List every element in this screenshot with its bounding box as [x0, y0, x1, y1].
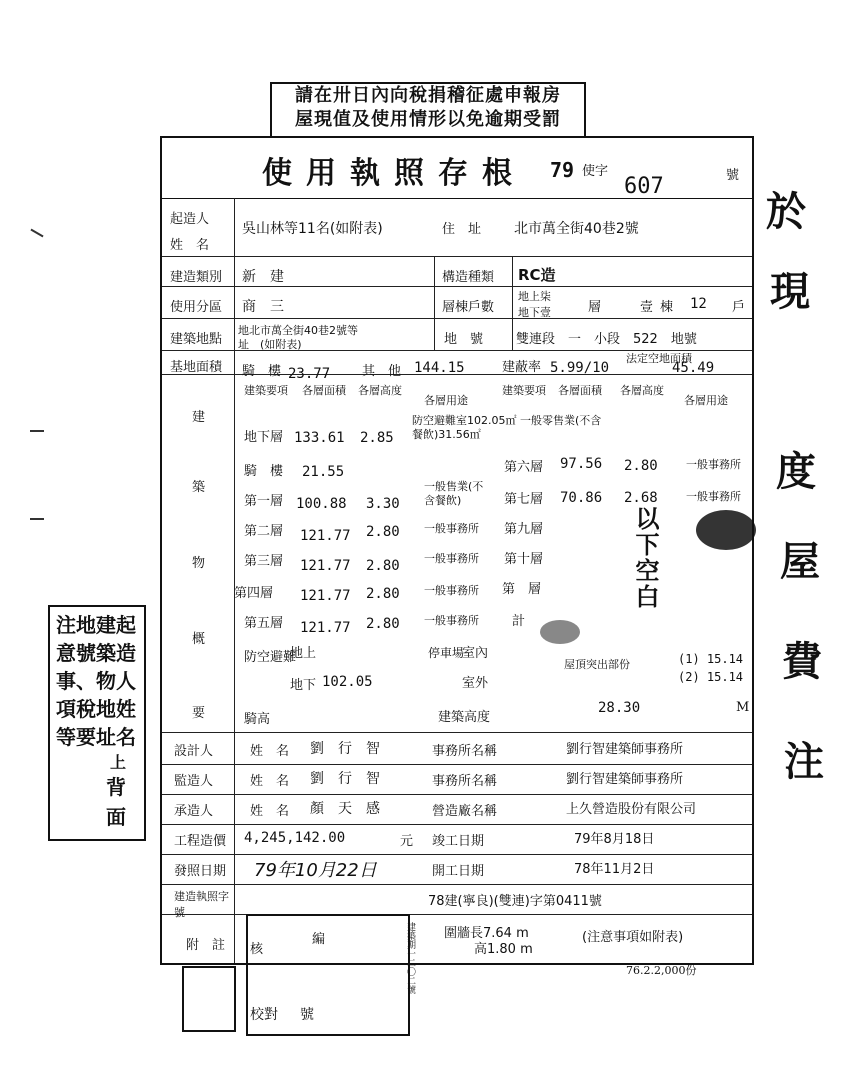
- margin-char: 費: [782, 639, 822, 685]
- checker-label: 核: [250, 942, 264, 957]
- floor-area: 133.61: [294, 430, 345, 446]
- start-date: 78年11月2日: [574, 862, 655, 877]
- use-zone: 商 三: [242, 299, 284, 315]
- applicant-address: 北市萬全街40巷2號: [514, 221, 639, 237]
- checked-label: 校對: [250, 1007, 278, 1023]
- shelter-label: 防空避難: [244, 650, 297, 665]
- designer-role: 設計人: [174, 744, 214, 759]
- floor-height: 2.80: [366, 524, 400, 540]
- margin-char: 屋: [780, 539, 820, 585]
- side-note-line: 等要址名: [56, 725, 136, 749]
- floor-area: 121.77: [300, 588, 351, 604]
- col-use: 各層用途: [424, 394, 468, 407]
- floor-use: 防空避難室102.05㎡ 一般零售業(不含餐飲)31.56㎡: [412, 414, 602, 441]
- ink-blot: [540, 620, 580, 644]
- rule: [234, 198, 235, 963]
- floor-area: 100.88: [296, 496, 347, 512]
- applicant-label-2: 姓 名: [170, 238, 210, 253]
- floor-name: 第三層: [244, 554, 284, 569]
- floor-name: 第四層: [234, 586, 274, 601]
- seal-stamp: [182, 966, 236, 1032]
- rule: [162, 286, 752, 287]
- building-height: 28.30: [598, 700, 641, 716]
- floor-use: 一般售業(不含餐飲): [424, 480, 484, 507]
- floor-name: 第五層: [244, 616, 284, 631]
- margin-char: 度: [776, 449, 816, 495]
- coverage-ratio: 5.99/10: [550, 360, 610, 376]
- cost-value: 4,245,142.00: [244, 830, 346, 846]
- designer-name: 劉 行 智: [310, 741, 380, 757]
- stamp-text: 建築期一二〇二號: [405, 922, 415, 994]
- cost-unit: 元: [400, 834, 414, 849]
- completion-label: 竣工日期: [432, 834, 485, 849]
- parking-indoor: 室內: [462, 646, 489, 661]
- site-address: 地北市萬全街40巷2號等: [238, 324, 358, 337]
- contractor-name-label: 姓 名: [250, 804, 290, 819]
- scan-mark: [30, 518, 44, 520]
- parking-label: 停車場: [428, 646, 465, 660]
- floor-height-right: 2.80: [624, 458, 658, 474]
- issue-date: 79年10月22日: [254, 860, 377, 881]
- arcade-area: 23.77: [288, 366, 331, 382]
- floor-name-right: 計: [512, 614, 526, 629]
- col-height: 各層高度: [358, 384, 402, 397]
- col-use-right: 各層用途: [684, 394, 728, 407]
- floor-name: 第二層: [244, 524, 284, 539]
- permit-year: 79: [550, 158, 575, 182]
- arcade-area-label: 騎 樓: [242, 364, 282, 379]
- col-item: 建築要項: [244, 384, 288, 397]
- permit-prefix: 使字: [582, 164, 609, 179]
- side-note-line: 意號築造: [56, 641, 136, 665]
- side-note-line: 注地建起: [56, 613, 136, 637]
- supervisor-office-label: 事務所名稱: [432, 774, 498, 789]
- floor-use-right: 一般事務所: [686, 458, 741, 471]
- ink-blot: [696, 510, 756, 550]
- other-area: 144.15: [414, 360, 465, 376]
- rule: [162, 732, 752, 733]
- building-count: 壹: [640, 300, 654, 315]
- title-row: [162, 138, 752, 199]
- area-label: 基地面積: [170, 360, 223, 375]
- floor-area-right: 97.56: [560, 456, 603, 472]
- floor-height: 3.30: [366, 496, 400, 512]
- shelter-below-area: 102.05: [322, 674, 373, 690]
- floors-count-label: 層棟戶數: [442, 300, 495, 315]
- form-title: 使用執照存根: [262, 156, 526, 191]
- col-area-right: 各層面積: [558, 384, 602, 397]
- wall-height: 高1.80 m: [474, 942, 533, 957]
- floor-area: 121.77: [300, 528, 351, 544]
- rule: [162, 794, 752, 795]
- floor-unit: 層: [588, 300, 602, 315]
- household-unit: 戶: [732, 300, 746, 315]
- applicant-label: 起造人: [170, 212, 210, 227]
- blank-below-mark: 以下空白: [631, 506, 659, 610]
- floor-height-right: 2.68: [624, 490, 658, 506]
- site-label: 建築地點: [170, 332, 223, 347]
- floor-name-right: 第九層: [504, 522, 544, 537]
- applicant-name: 吳山林等11名(如附表): [242, 221, 383, 237]
- margin-char: 注: [784, 739, 824, 785]
- col-area: 各層面積: [302, 384, 346, 397]
- margin-char: 現: [770, 269, 810, 315]
- scan-mark: [30, 430, 44, 432]
- col-item-right: 建築要項: [502, 384, 546, 397]
- notes-remark: (注意事項如附表): [582, 930, 684, 945]
- floor-name-right: 第六層: [504, 460, 544, 475]
- roof-2: (2) 15.14: [678, 670, 744, 684]
- shelter-above-label: 地上: [290, 646, 317, 661]
- number-label: 號: [300, 1007, 314, 1023]
- floor-area: 121.77: [300, 620, 351, 636]
- side-note-line: 事、物人: [56, 669, 136, 693]
- roof-1: (1) 15.14: [678, 652, 744, 666]
- wall-length: 圍牆長7.64 m: [444, 926, 529, 941]
- section-label: 概: [192, 632, 206, 647]
- floor-height: 2.80: [366, 616, 400, 632]
- section-label: 建: [192, 410, 206, 425]
- use-zone-label: 使用分區: [170, 300, 223, 315]
- coverage-label: 建蔽率: [502, 360, 542, 375]
- legal-open-label: 法定空地面積: [626, 352, 692, 365]
- legal-open-area: 45.49: [672, 360, 715, 376]
- start-label: 開工日期: [432, 864, 485, 879]
- supervisor-name: 劉 行 智: [310, 771, 380, 787]
- rule: [162, 854, 752, 855]
- notes-label: 附 註: [186, 938, 226, 953]
- roof-label: 屋頂突出部份: [564, 658, 630, 671]
- lot-label: 地 號: [444, 332, 484, 347]
- floor-area: 21.55: [302, 464, 345, 480]
- contractor-name: 顏 天 感: [310, 801, 380, 817]
- margin-char: 於: [766, 189, 806, 235]
- floor-use: 一般事務所: [424, 614, 479, 627]
- floor-use: 一般事務所: [424, 584, 479, 597]
- form-footer: 76.2.2,000份: [626, 964, 697, 977]
- tax-notice-box: [270, 82, 586, 138]
- side-note-line: 背: [106, 775, 126, 799]
- floor-use: 一般事務所: [424, 552, 479, 565]
- rule: [434, 256, 435, 350]
- supervisor-name-label: 姓 名: [250, 774, 290, 789]
- floor-area: 121.77: [300, 558, 351, 574]
- building-unit: 棟: [660, 300, 674, 315]
- floor-height: 2.80: [366, 586, 400, 602]
- contractor-office-label: 營造廠名稱: [432, 804, 498, 819]
- designer-name-label: 姓 名: [250, 744, 290, 759]
- other-area-label: 其 他: [362, 364, 402, 379]
- notice-line-2: 屋現值及使用情形以免逾期受罰: [295, 109, 561, 130]
- floor-name-right: 第 層: [502, 582, 542, 597]
- notice-line-1: 請在卅日內向稅捐稽征處申報房: [295, 85, 561, 106]
- cost-label: 工程造價: [174, 834, 227, 849]
- designer-office: 劉行智建築師事務所: [566, 742, 684, 757]
- col-height-right: 各層高度: [620, 384, 664, 397]
- contractor-role: 承造人: [174, 804, 214, 819]
- rule: [162, 764, 752, 765]
- supervisor-role: 監造人: [174, 774, 214, 789]
- issue-label: 發照日期: [174, 864, 227, 879]
- floor-height: 2.80: [366, 558, 400, 574]
- floor-name: 騎 樓: [244, 464, 284, 479]
- site-address-sub: 址 (如附表): [238, 338, 302, 351]
- arcade-height-label: 騎高: [244, 712, 271, 727]
- drafter-label: 編: [312, 932, 326, 947]
- floor-height: 2.85: [360, 430, 394, 446]
- supervisor-office: 劉行智建築師事務所: [566, 772, 684, 787]
- building-type: 新 建: [242, 269, 284, 285]
- shelter-below-label: 地下: [290, 678, 317, 693]
- floor-name-right: 第十層: [504, 552, 544, 567]
- section-label: 築: [192, 480, 206, 495]
- completion-date: 79年8月18日: [574, 832, 655, 847]
- floor-name: 地下層: [244, 430, 284, 445]
- height-unit: M: [736, 700, 750, 715]
- side-note-line: 項稅地姓: [56, 697, 136, 721]
- floor-use-right: 一般事務所: [686, 490, 741, 503]
- build-permit-number: 78建(寧良)(雙連)字第0411號: [428, 894, 602, 909]
- side-note-line: 上: [110, 753, 127, 772]
- side-note: [48, 605, 146, 841]
- section-label: 要: [192, 706, 206, 721]
- floor-use: 一般事務所: [424, 522, 479, 535]
- rule: [162, 256, 752, 257]
- rule: [512, 256, 513, 350]
- structure-label: 構造種類: [442, 270, 495, 285]
- floor-name: 第一層: [244, 494, 284, 509]
- rule: [162, 824, 752, 825]
- building-height-label: 建築高度: [438, 710, 491, 725]
- rule: [162, 884, 752, 885]
- side-note-line: 面: [106, 805, 126, 829]
- permit-number: 607: [624, 174, 664, 199]
- designer-office-label: 事務所名稱: [432, 744, 498, 759]
- scan-mark: [30, 229, 43, 238]
- households: 12: [690, 296, 707, 312]
- structure-type: RC造: [518, 266, 556, 284]
- parking-outdoor: 室外: [462, 676, 489, 691]
- build-permit-label: 建造執照字號: [174, 890, 229, 919]
- floors-below: 地下壹: [518, 306, 551, 319]
- floor-area-right: 70.86: [560, 490, 603, 506]
- address-label: 住 址: [442, 222, 482, 237]
- type-label: 建造類別: [170, 270, 223, 285]
- rule: [162, 318, 752, 319]
- contractor-office: 上久營造股份有限公司: [566, 802, 697, 817]
- floor-name-right: 第七層: [504, 492, 544, 507]
- section-label: 物: [192, 556, 206, 571]
- permit-suffix: 號: [726, 168, 740, 183]
- floors-above: 地上柒: [518, 290, 551, 303]
- lot-number: 雙連段 一 小段 522 地號: [516, 332, 697, 347]
- permit-form: [160, 136, 754, 965]
